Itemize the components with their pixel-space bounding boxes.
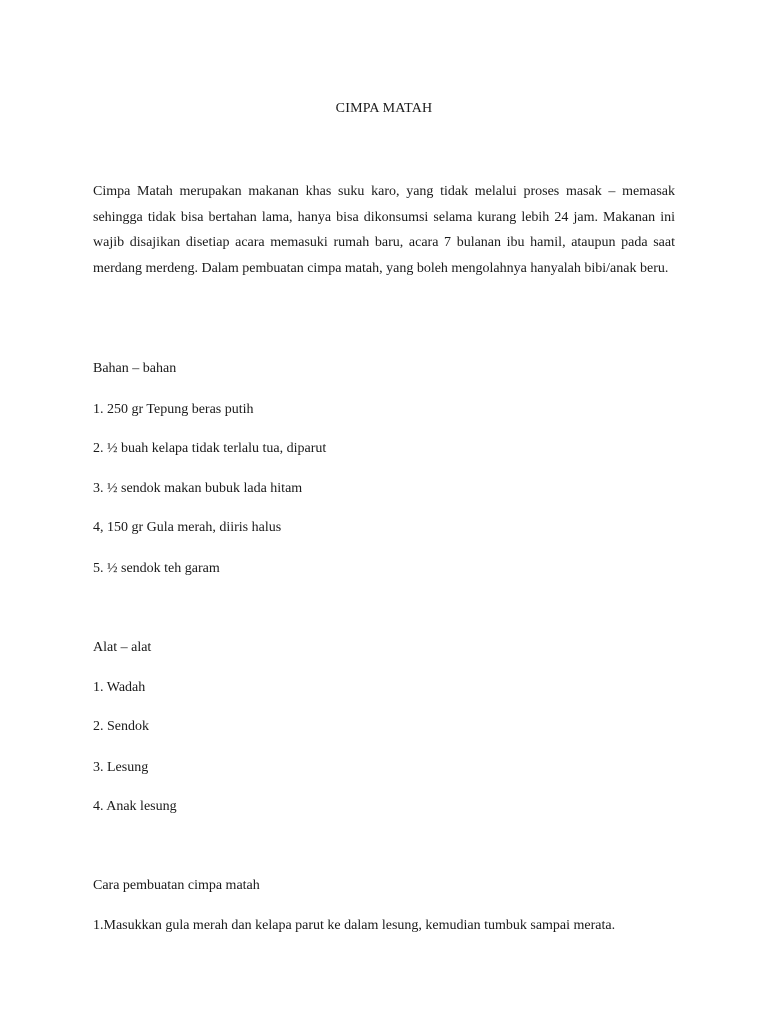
tools-heading: Alat – alat [93,640,152,655]
method-heading: Cara pembuatan cimpa matah [93,878,260,893]
ingredient-item: 5. ½ sendok teh garam [93,561,220,576]
tool-item: 3. Lesung [93,760,149,775]
intro-paragraph: Cimpa Matah merupakan makanan khas suku karo, yang tidak melalui proses masak – memasak sehingga tidak bisa bertahan lama, hanya bisa dikonsumsi selama kurang lebih 24 jam. Makanan ini wajib disajikan disetiap acara memasuki rumah baru, acara 7 bulanan ibu hamil, ataupun pada saat merdang merdeng. Dalam pembuatan cimpa matah, yang boleh mengolahnya hanyalah bibi/anak beru. [93,184,675,276]
tool-item: 2. Sendok [93,719,149,734]
document-title: CIMPA MATAH [335,101,433,116]
ingredient-item: 4, 150 gr Gula merah, diiris halus [93,520,282,535]
ingredients-heading: Bahan – bahan [93,361,177,376]
tool-item: 4. Anak lesung [93,799,177,814]
ingredient-item: 2. ½ buah kelapa tidak terlalu tua, diparut [93,441,327,456]
ingredient-item: 1. 250 gr Tepung beras putih [93,402,254,417]
ingredient-item: 3. ½ sendok makan bubuk lada hitam [93,481,303,496]
tool-item: 1. Wadah [93,680,146,695]
method-step: 1.Masukkan gula merah dan kelapa parut ke dalam lesung, kemudian tumbuk sampai merata. [93,918,616,933]
